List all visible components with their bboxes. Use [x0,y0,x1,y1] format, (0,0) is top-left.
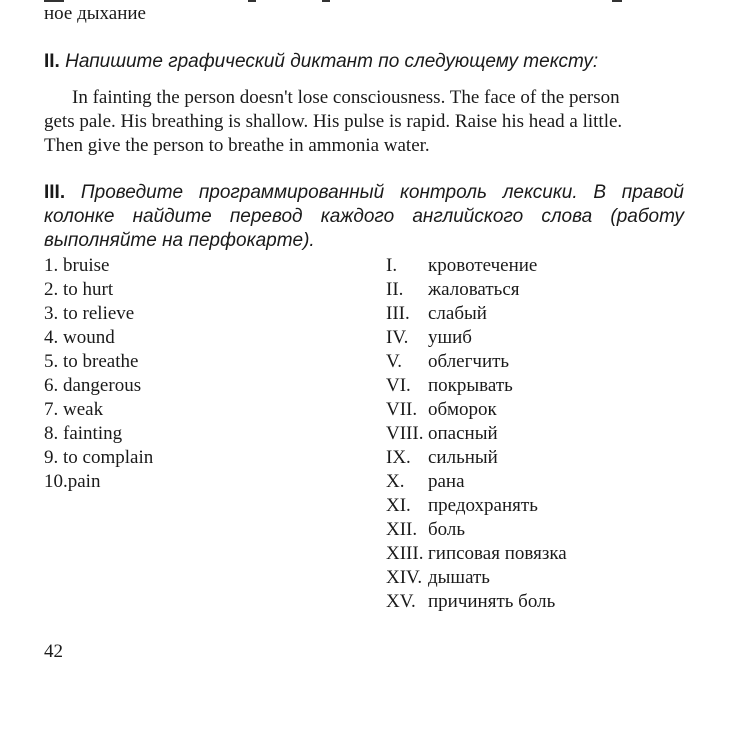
translation-item [386,542,716,566]
translation-word: предохранять [428,495,538,516]
roman-numeral: II. [386,279,404,300]
section-2-heading [44,50,684,74]
translation-word: рана [428,471,465,492]
translation-word: ушиб [428,327,472,348]
translation-word: слабый [428,303,487,324]
translation-word: опасный [428,423,498,444]
section-3-instruction-line: выполняйте на перфокарте). [44,230,315,251]
english-word: 4. wound [44,327,115,348]
translations-column [386,254,716,614]
translation-item [386,494,716,518]
english-word: 6. dangerous [44,375,142,396]
roman-numeral: IX. [386,447,411,468]
translation-item [386,326,716,350]
english-words-column [44,254,364,494]
translation-word: боль [428,519,466,540]
translation-word: обморок [428,399,497,420]
translation-item [386,278,716,302]
english-word: 8. fainting [44,423,123,444]
english-word: 3. to relieve [44,303,135,324]
english-word: 10.pain [44,471,101,492]
translation-word: дышать [428,567,490,588]
paragraph-line: Then give the person to breathe in ammonia water. [44,135,430,156]
translation-item [386,302,716,326]
translation-item [386,254,716,278]
translation-item [386,398,716,422]
section-3-instruction-line: колонке найдите перевод каждого английского слова (работу [44,206,684,227]
section-3-heading [44,181,684,253]
translation-word: жаловаться [428,279,520,300]
translation-item [386,518,716,542]
roman-numeral: XII. [386,519,418,540]
paragraph-line: gets pale. His breathing is shallow. His pulse is rapid. Raise his head a little. [44,111,623,132]
translation-item [386,374,716,398]
roman-numeral: IV. [386,327,409,348]
translation-word: покрывать [428,375,513,396]
translation-item [386,350,716,374]
english-word: 2. to hurt [44,279,114,300]
translation-word: облегчить [428,351,510,372]
translation-item [386,470,716,494]
roman-numeral: III. [386,303,410,324]
roman-numeral: XIV. [386,567,423,588]
section-3-number: III. [44,182,66,203]
dictation-paragraph [44,86,684,158]
roman-numeral: VII. [386,399,418,420]
section-3-instruction-line: Проведите программированный контроль лексики. В правой [80,182,684,203]
roman-numeral: VIII. [386,423,424,444]
roman-numeral: VI. [386,375,411,396]
page-number: 42 [44,641,63,662]
roman-numeral: XIII. [386,543,424,564]
english-word: 7. weak [44,399,104,420]
english-word: 1. bruise [44,255,110,276]
translation-item [386,566,716,590]
translation-item [386,446,716,470]
paragraph-line: In fainting the person doesn't lose consciousness. The face of the person [72,87,620,108]
roman-numeral: V. [386,351,403,372]
section-2-number: II. [44,51,60,72]
roman-numeral: I. [386,255,398,276]
roman-numeral: X. [386,471,405,492]
translation-word: гипсовая повязка [428,543,567,564]
section-2-instruction: Напишите графический диктант по следующему тексту: [65,51,599,72]
translation-word: сильный [428,447,498,468]
translation-word: причинять боль [428,591,556,612]
roman-numeral: XI. [386,495,411,516]
english-word: 5. to breathe [44,351,139,372]
translation-item [386,590,716,614]
roman-numeral: XV. [386,591,416,612]
translation-word: кровотечение [428,255,538,276]
english-word: 9. to complain [44,447,154,468]
translation-item [386,422,716,446]
previous-page-fragment: ное дыхание [44,3,146,24]
